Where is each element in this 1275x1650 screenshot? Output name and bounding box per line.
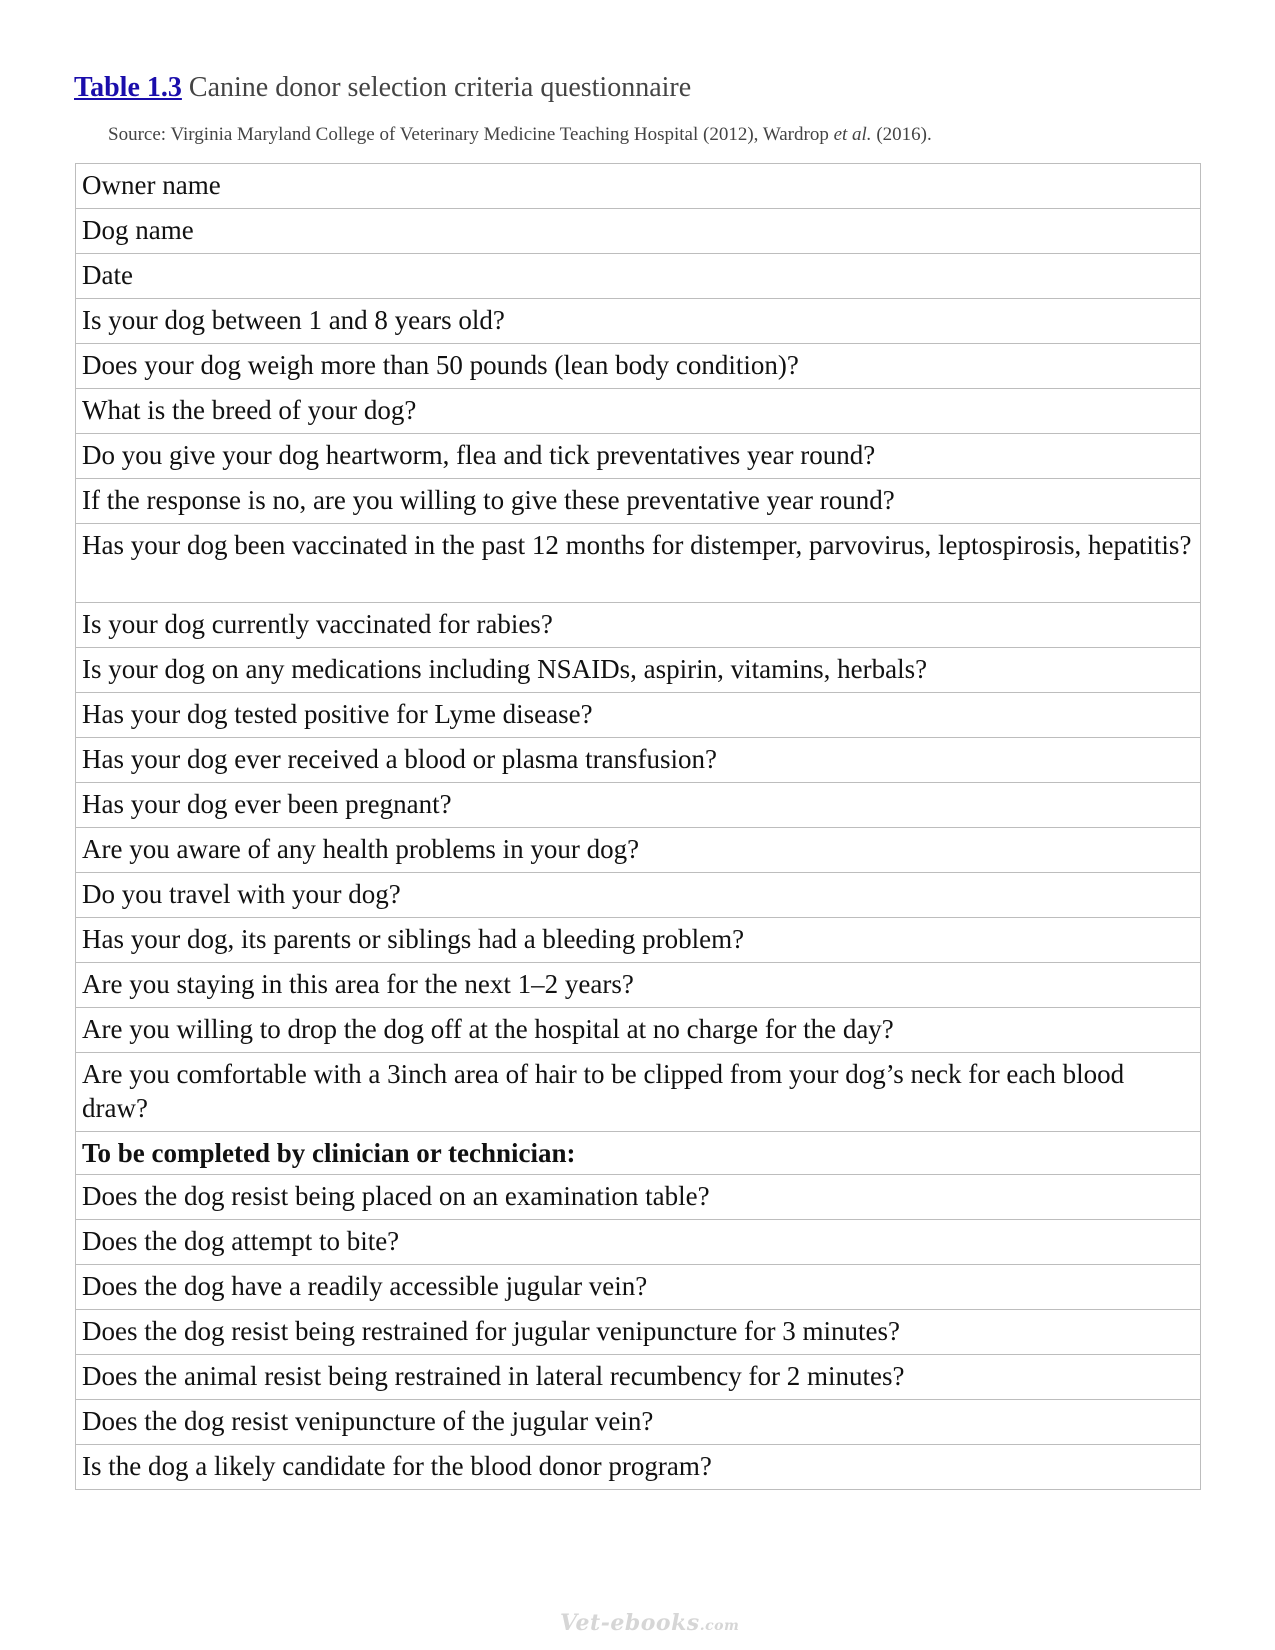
question-cell: Date	[76, 254, 1201, 299]
table-row	[76, 783, 1201, 828]
table-row	[76, 1400, 1201, 1445]
table-row	[76, 648, 1201, 693]
table-row	[76, 389, 1201, 434]
questionnaire-table-body	[76, 164, 1201, 1490]
table-row	[76, 1053, 1201, 1132]
source-year: (2016).	[871, 124, 932, 145]
question-cell: Is your dog between 1 and 8 years old?	[76, 299, 1201, 344]
watermark-logo	[560, 1610, 739, 1636]
question-cell: Has your dog been vaccinated in the past 12 months for distemper, parvovirus, leptospirosis, hepatitis?	[76, 524, 1201, 603]
question-cell: Does the dog resist being restrained for jugular venipuncture for 3 minutes?	[76, 1310, 1201, 1355]
question-cell: Has your dog, its parents or siblings had a bleeding problem?	[76, 918, 1201, 963]
question-cell: Does your dog weigh more than 50 pounds (lean body condition)?	[76, 344, 1201, 389]
table-row	[76, 1445, 1201, 1490]
question-cell: Is the dog a likely candidate for the blood donor program?	[76, 1445, 1201, 1490]
question-cell: Does the dog attempt to bite?	[76, 1220, 1201, 1265]
question-cell: Are you staying in this area for the next 1–2 years?	[76, 963, 1201, 1008]
questionnaire-table	[75, 163, 1201, 1490]
question-cell: Owner name	[76, 164, 1201, 209]
table-row	[76, 828, 1201, 873]
table-row	[76, 344, 1201, 389]
question-cell: What is the breed of your dog?	[76, 389, 1201, 434]
table-row	[76, 1310, 1201, 1355]
table-row	[76, 1355, 1201, 1400]
table-row	[76, 1175, 1201, 1220]
table-row	[76, 299, 1201, 344]
question-cell: Does the dog resist venipuncture of the jugular vein?	[76, 1400, 1201, 1445]
question-cell: Has your dog ever been pregnant?	[76, 783, 1201, 828]
table-row	[76, 209, 1201, 254]
table-row	[76, 963, 1201, 1008]
questionnaire-table-wrapper	[75, 163, 1201, 1490]
watermark-main: Vet-ebooks	[560, 1610, 700, 1636]
table-row	[76, 918, 1201, 963]
table-row	[76, 524, 1201, 603]
table-row	[76, 693, 1201, 738]
table-row	[76, 1008, 1201, 1053]
table-row	[76, 164, 1201, 209]
table-row	[76, 603, 1201, 648]
watermark-tld: .com	[699, 1618, 740, 1634]
section-header-row	[76, 1132, 1201, 1175]
table-title: Canine donor selection criteria questionnaire	[188, 72, 692, 103]
question-cell: Dog name	[76, 209, 1201, 254]
question-cell: Are you comfortable with a 3inch area of hair to be clipped from your dog’s neck for each blood draw?	[76, 1053, 1201, 1132]
table-row	[76, 254, 1201, 299]
question-cell: Do you travel with your dog?	[76, 873, 1201, 918]
question-cell: Does the dog have a readily accessible jugular vein?	[76, 1265, 1201, 1310]
question-cell: Is your dog on any medications including NSAIDs, aspirin, vitamins, herbals?	[76, 648, 1201, 693]
question-cell: Are you aware of any health problems in your dog?	[76, 828, 1201, 873]
table-source-note	[108, 122, 932, 148]
table-row	[76, 479, 1201, 524]
table-caption	[74, 70, 691, 106]
source-text: Source: Virginia Maryland College of Veterinary Medicine Teaching Hospital (2012), Wardrop	[108, 124, 834, 145]
question-cell: Do you give your dog heartworm, flea and tick preventatives year round?	[76, 434, 1201, 479]
table-row	[76, 1265, 1201, 1310]
question-cell: If the response is no, are you willing to give these preventative year round?	[76, 479, 1201, 524]
question-cell: Has your dog ever received a blood or plasma transfusion?	[76, 738, 1201, 783]
table-label-link[interactable]: Table 1.3	[74, 72, 182, 103]
question-cell: Does the animal resist being restrained in lateral recumbency for 2 minutes?	[76, 1355, 1201, 1400]
table-row	[76, 434, 1201, 479]
question-cell: Does the dog resist being placed on an examination table?	[76, 1175, 1201, 1220]
table-row	[76, 738, 1201, 783]
table-row	[76, 873, 1201, 918]
question-cell: Has your dog tested positive for Lyme disease?	[76, 693, 1201, 738]
source-italic: et al.	[833, 124, 872, 145]
table-row	[76, 1220, 1201, 1265]
section-header-cell: To be completed by clinician or technician:	[76, 1132, 1201, 1175]
question-cell: Is your dog currently vaccinated for rabies?	[76, 603, 1201, 648]
question-cell: Are you willing to drop the dog off at the hospital at no charge for the day?	[76, 1008, 1201, 1053]
